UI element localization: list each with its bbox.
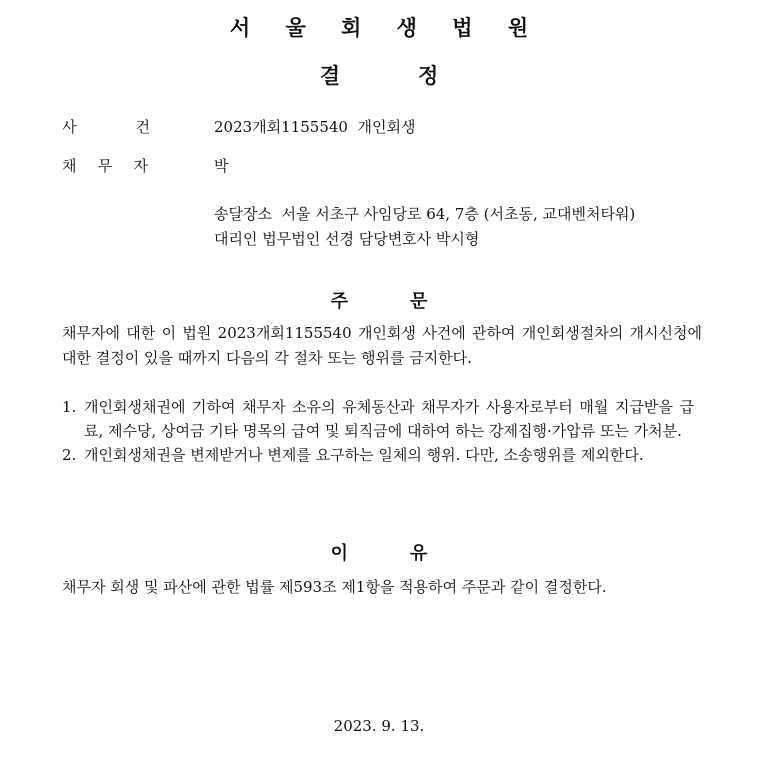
case-number: 2023개회1155540 개인회생 (214, 118, 416, 136)
address-block (214, 202, 635, 252)
document-type-char-1: 결 (319, 64, 340, 88)
debtor-row (62, 155, 229, 176)
legal-agent: 대리인 법무법인 선경 담당변호사 박시형 (214, 230, 480, 248)
list-item-number: 1. (62, 398, 77, 416)
reason-heading-char-2: 유 (410, 543, 428, 564)
case-label (62, 116, 214, 137)
list-item-text: 개인회생채권에 기하여 채무자 소유의 유체동산과 채무자가 사용자로부터 매월 지급받을 급료, 제수당, 상여금 기타 명목의 급여 및 퇴직금에 대하여 하는 강제집행·가압류 또는 가처분. (84, 398, 694, 440)
list-item (62, 395, 694, 443)
order-heading-char-2: 문 (410, 291, 428, 312)
court-name: 서 울 회 생 법 원 (229, 16, 543, 40)
service-address: 송달장소 서울 서초구 사임당로 64, 7층 (서초동, 교대벤처타워) (214, 205, 636, 223)
document-type-title (0, 60, 758, 90)
decision-date: 2023. 9. 13. (333, 717, 425, 735)
case-label-char: 사 (62, 118, 77, 136)
reason-text: 채무자 회생 및 파산에 관한 법률 제593조 제1항을 적용하여 주문과 같이 결정한다. (62, 578, 607, 596)
reason-heading-char-1: 이 (330, 543, 348, 564)
reason-heading (0, 539, 758, 565)
debtor-label-char: 자 (133, 157, 148, 175)
debtor-label (62, 155, 214, 176)
debtor-name: 박 (214, 157, 229, 175)
list-item-text: 개인회생채권을 변제받거나 변제를 요구하는 일체의 행위. 다만, 소송행위를 제외한다. (84, 446, 644, 464)
prohibited-actions-list (62, 395, 694, 467)
case-label-char: 건 (135, 118, 150, 136)
debtor-label-char: 채 (62, 157, 77, 175)
order-heading-char-1: 주 (330, 291, 348, 312)
list-item-number: 2. (62, 446, 77, 464)
document-type-char-2: 정 (418, 64, 439, 88)
order-heading (0, 287, 758, 313)
case-row (62, 116, 415, 137)
list-item (62, 443, 694, 467)
debtor-label-char: 무 (97, 157, 113, 175)
order-intro: 채무자에 대한 이 법원 2023개회1155540 개인회생 사건에 관하여 개인회생절차의 개시신청에 대한 결정이 있을 때까지 다음의 각 절차 또는 행위를 금지한다. (62, 324, 702, 367)
